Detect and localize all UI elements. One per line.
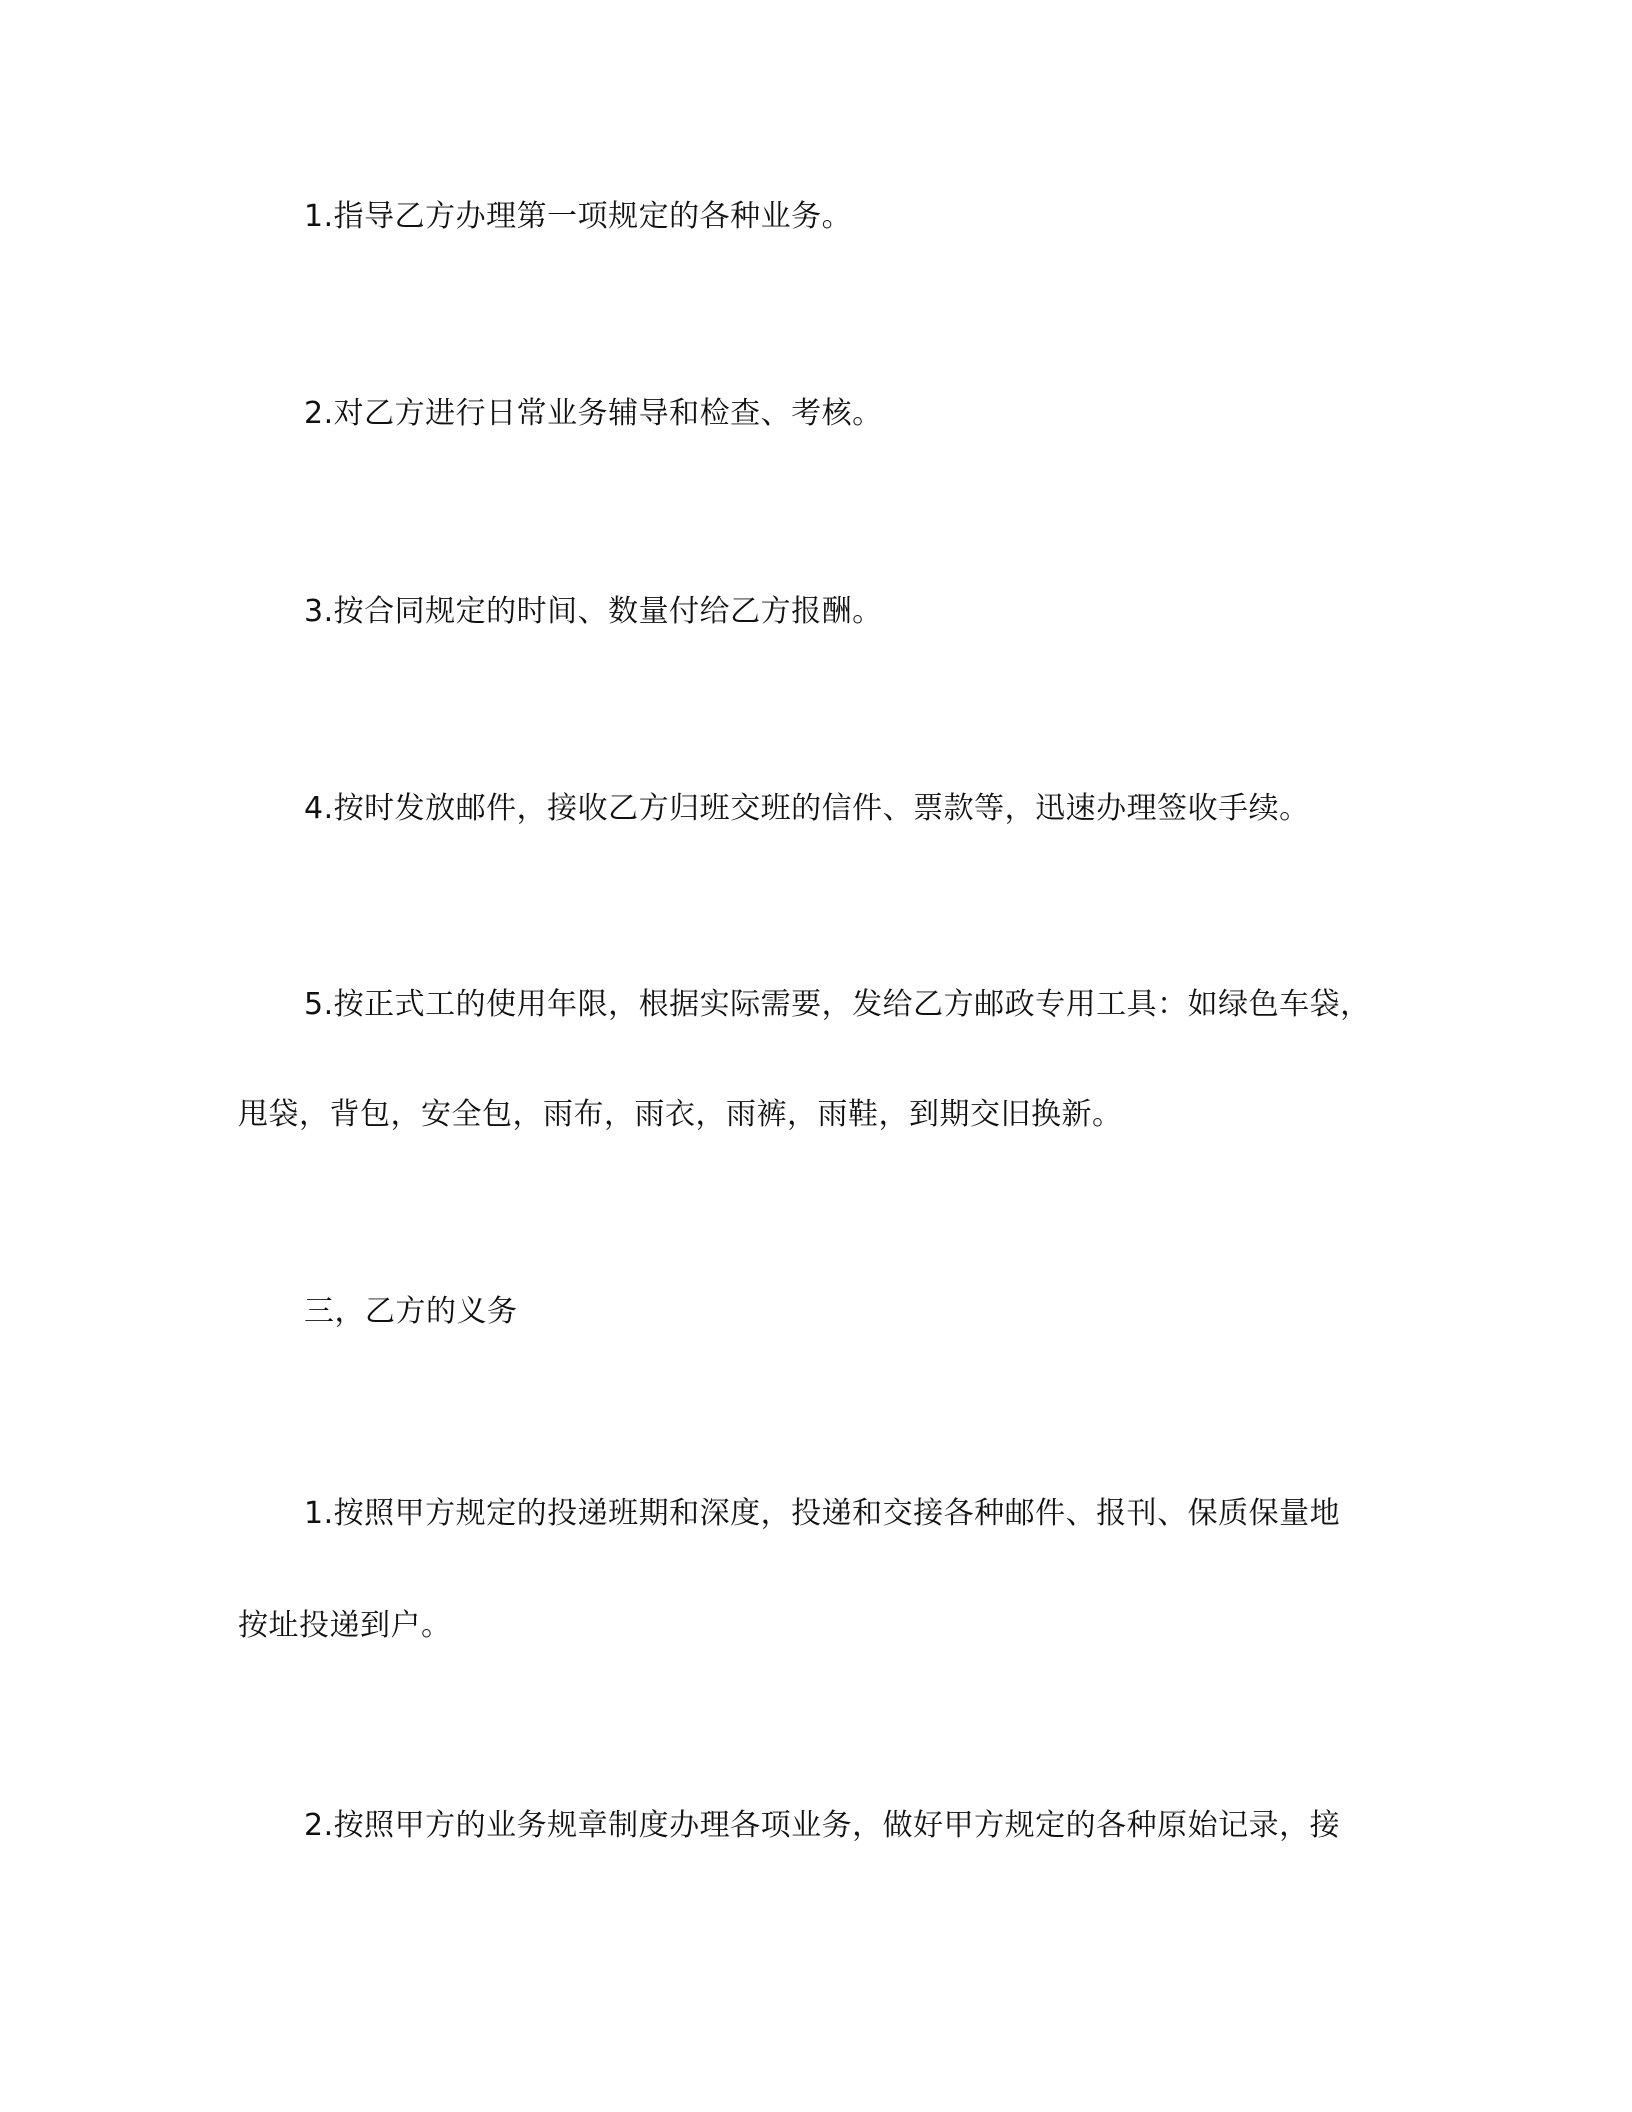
paragraph-item-5-line-2: 甩袋，背包，安全包，雨布，雨衣，雨裤，雨鞋，到期交旧换新。 — [238, 1097, 1123, 1132]
paragraph-item-6-line-1: 1.按照甲方规定的投递班期和深度，投递和交接各种邮件、报刊、保质保量地 — [304, 1496, 1341, 1531]
paragraph-item-6-line-2: 按址投递到户。 — [238, 1608, 452, 1643]
paragraph-item-1: 1.指导乙方办理第一项规定的各种业务。 — [304, 199, 853, 234]
paragraph-item-5-line-1: 5.按正式工的使用年限，根据实际需要，发给乙方邮政专用工具：如绿色车袋， — [304, 987, 1371, 1022]
section-heading: 三，乙方的义务 — [304, 1294, 518, 1329]
paragraph-item-7: 2.按照甲方的业务规章制度办理各项业务，做好甲方规定的各种原始记录，接 — [304, 1808, 1341, 1843]
paragraph-item-4: 4.按时发放邮件，接收乙方归班交班的信件、票款等，迅速办理签收手续。 — [304, 791, 1310, 826]
paragraph-item-3: 3.按合同规定的时间、数量付给乙方报酬。 — [304, 594, 883, 629]
paragraph-item-2: 2.对乙方进行日常业务辅导和检查、考核。 — [304, 396, 883, 431]
